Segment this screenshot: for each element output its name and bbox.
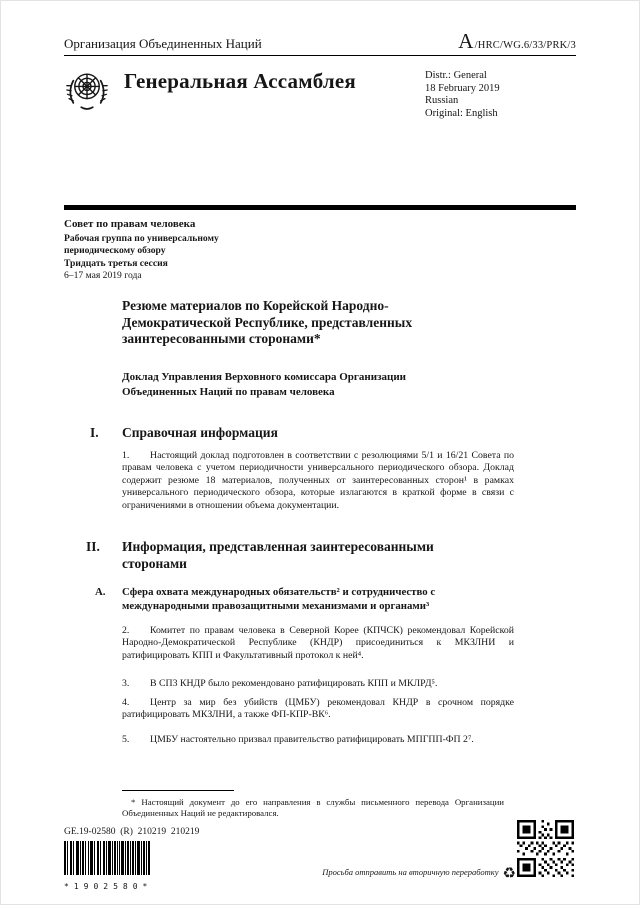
masthead (64, 66, 576, 121)
session-dates: 6–17 мая 2019 года (64, 270, 142, 281)
subsection-a-letter: A. (95, 586, 106, 598)
footnote-text: Настоящий документ до его направления в службы письменного перевода Организации Объединенных Наций не редактировался. (122, 797, 504, 818)
subsection-a-heading (95, 586, 466, 614)
session-info (64, 217, 269, 282)
footnote (122, 797, 504, 819)
distribution-info (425, 66, 576, 121)
paragraph-1-text: Настоящий доклад подготовлен в соответствии с резолюциями 5/1 и 16/21 Совета по правам человека с учетом периодичности универсального периодического обзора. Доклад содержит резюме 18 материалов, полученных от заинтересованных сторон¹ в рамках универсального периодического обзора, которые излагаются в краткой форме в связи с ограничениями в отношении объема документации. (122, 450, 514, 511)
paragraph-3-text: В СП3 КНДР было рекомендовано ратифицировать КПП и МКЛРД⁵. (150, 678, 438, 689)
council-name: Совет по правам человека (64, 218, 196, 230)
section-1-heading (90, 424, 278, 441)
paragraph-5 (122, 734, 514, 746)
doc-symbol (458, 31, 576, 52)
separator-bar (64, 205, 576, 210)
section-2-heading (86, 538, 482, 572)
paragraph-3 (122, 678, 514, 690)
doc-symbol-letter: A (458, 29, 474, 53)
footnote-rule (122, 790, 234, 791)
recycle-notice (320, 864, 516, 882)
date-line: 18 February 2019 (425, 82, 500, 94)
un-emblem-icon (64, 67, 110, 113)
paragraph-4-number: 4. (122, 697, 130, 708)
doc-symbol-rest: /HRC/WG.6/33/PRK/3 (474, 40, 576, 51)
footnote-marker: * (131, 797, 136, 807)
paragraph-5-number: 5. (122, 734, 130, 745)
org-name: Организация Объединенных Наций (64, 36, 262, 51)
recycle-text: Просьба отправить на вторичную переработку (322, 867, 499, 877)
original-language-line: Original: English (425, 108, 498, 120)
document-subtitle: Доклад Управления Верховного комиссара Организации Объединенных Наций по правам человека (122, 371, 406, 398)
document-title: Резюме материалов по Корейской Народно-Демократической Республике, представленных заинтересованными сторонами* (122, 298, 413, 346)
barcode-block (64, 841, 153, 891)
paragraph-5-text: ЦМБУ настоятельно призвал правительство ратифицировать МПГПП-ФП 2⁷. (150, 734, 474, 745)
paragraph-2-number: 2. (122, 625, 130, 636)
recycle-icon: ♻ (502, 864, 516, 882)
paragraph-4-text: Центр за мир без убийств (ЦМБУ) рекомендовал КНДР в срочном порядке ратифицировать МКЗЛНИ, а также ФП-КПР-ВК⁶. (122, 697, 514, 721)
section-1-number: I. (90, 425, 99, 440)
paragraph-2-text: Комитет по правам человека в Северной Корее (КПЧСК) рекомендовал Корейской Народно-Демократической Республике (КНДР) присоединиться к МКЗЛНИ и ратифицировать КПП и Факультативный протокол к ней⁴. (122, 625, 514, 661)
paragraph-1-number: 1. (122, 450, 130, 461)
language-line: Russian (425, 95, 459, 107)
barcode (64, 862, 150, 879)
subsection-a-title: Сфера охвата международных обязательств² и сотрудничество с международными правозащитными механизмами и органами³ (122, 586, 436, 612)
paragraph-4 (122, 697, 514, 722)
paragraph-2 (122, 625, 514, 662)
paragraph-1 (122, 450, 514, 512)
paragraph-3-number: 3. (122, 678, 130, 689)
distr-line: Distr.: General (425, 70, 487, 81)
qr-code (517, 820, 574, 877)
document-header (64, 31, 576, 52)
assembly-title: Генеральная Ассамблея (124, 69, 356, 93)
barcode-text: *1902580* (64, 882, 153, 891)
section-2-title: Информация, представленная заинтересованными сторонами (122, 539, 434, 571)
working-group-name: Рабочая группа по универсальному периодическому обзору (64, 233, 219, 256)
section-1-title: Справочная информация (122, 425, 278, 440)
header-rule (64, 55, 576, 56)
section-2-number: II. (86, 539, 100, 554)
session-number: Тридцать третья сессия (64, 258, 168, 269)
document-reference-number: GE.19-02580 (R) 210219 210219 (64, 827, 200, 837)
